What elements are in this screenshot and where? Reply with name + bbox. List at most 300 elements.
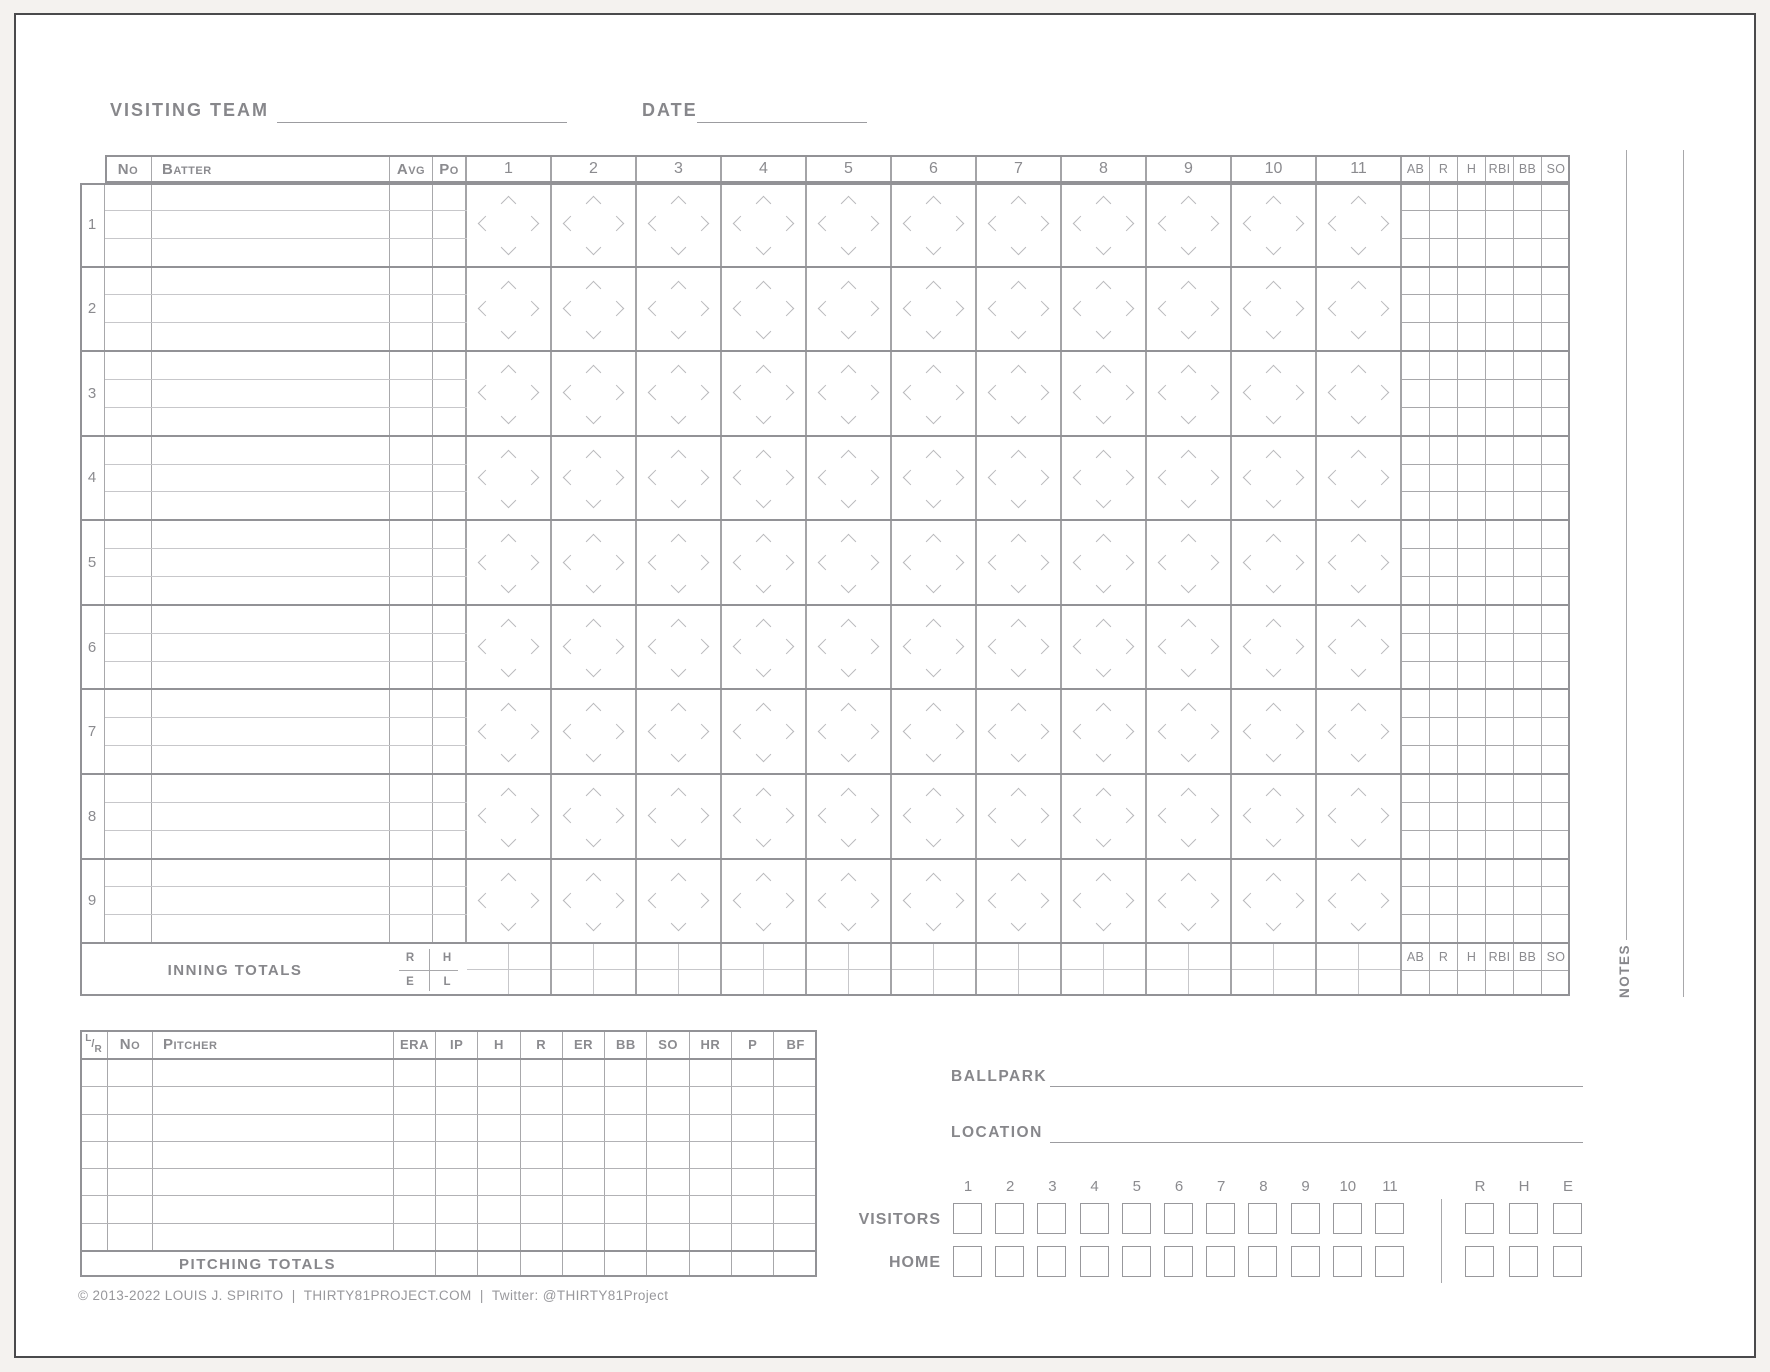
batter-so-cell[interactable] (1542, 887, 1570, 914)
home-inning-10-box[interactable] (1333, 1246, 1362, 1277)
diamond-scoring-cell-inning-8[interactable] (1062, 690, 1147, 773)
diamond-scoring-cell-inning-1[interactable] (467, 268, 552, 351)
home-inning-11-box[interactable] (1375, 1246, 1404, 1277)
batter-r-cell[interactable] (1430, 662, 1458, 689)
batter-avg-cell[interactable] (390, 437, 433, 464)
batter-rbi-cell[interactable] (1486, 718, 1514, 745)
batter-bb-cell[interactable] (1514, 775, 1542, 802)
batter-r-cell[interactable] (1430, 577, 1458, 604)
batter-name-cell[interactable] (152, 634, 390, 661)
batter-no-cell[interactable] (105, 437, 152, 464)
pitcher-no-cell[interactable] (108, 1196, 153, 1222)
batter-ab-cell[interactable] (1402, 549, 1430, 576)
batter-so-cell[interactable] (1542, 634, 1570, 661)
batter-r-cell[interactable] (1430, 211, 1458, 238)
pitcher-ip-cell[interactable] (436, 1196, 478, 1222)
batter-ab-cell[interactable] (1402, 915, 1430, 942)
pitcher-bf-cell[interactable] (774, 1115, 817, 1141)
batter-name-cell[interactable] (152, 775, 390, 802)
pitcher-hr-cell[interactable] (690, 1224, 732, 1250)
diamond-scoring-cell-inning-4[interactable] (722, 268, 807, 351)
diamond-scoring-cell-inning-4[interactable] (722, 437, 807, 520)
batter-bb-cell[interactable] (1514, 380, 1542, 407)
batter-r-cell[interactable] (1430, 887, 1458, 914)
batter-h-cell[interactable] (1458, 211, 1486, 238)
batter-rbi-cell[interactable] (1486, 606, 1514, 633)
visitors-inning-11-box[interactable] (1375, 1203, 1404, 1234)
batter-po-cell[interactable] (433, 323, 467, 350)
batter-avg-cell[interactable] (390, 352, 433, 379)
batter-ab-cell[interactable] (1402, 465, 1430, 492)
totals-hits-cell[interactable] (764, 944, 806, 970)
diamond-scoring-cell-inning-9[interactable] (1147, 268, 1232, 351)
pitcher-so-cell[interactable] (647, 1196, 689, 1222)
diamond-scoring-cell-inning-8[interactable] (1062, 437, 1147, 520)
totals-hits-cell[interactable] (1359, 944, 1401, 970)
batter-h-cell[interactable] (1458, 323, 1486, 350)
batter-name-cell[interactable] (152, 380, 390, 407)
batter-r-cell[interactable] (1430, 549, 1458, 576)
batter-ab-cell[interactable] (1402, 323, 1430, 350)
diamond-scoring-cell-inning-5[interactable] (807, 352, 892, 435)
pitcher-er-cell[interactable] (563, 1142, 605, 1168)
totals-lob-cell[interactable] (764, 970, 806, 996)
pitcher-bb-cell[interactable] (605, 1142, 647, 1168)
batter-name-cell[interactable] (152, 295, 390, 322)
batter-avg-cell[interactable] (390, 549, 433, 576)
batter-no-cell[interactable] (105, 521, 152, 548)
batter-no-cell[interactable] (105, 408, 152, 435)
totals-errors-cell[interactable] (552, 970, 594, 996)
totals-runs-cell[interactable] (1062, 944, 1104, 970)
batter-r-cell[interactable] (1430, 408, 1458, 435)
diamond-scoring-cell-inning-9[interactable] (1147, 183, 1232, 266)
batter-r-cell[interactable] (1430, 183, 1458, 210)
batter-avg-cell[interactable] (390, 606, 433, 633)
batter-name-cell[interactable] (152, 577, 390, 604)
pitcher-era-cell[interactable] (394, 1060, 436, 1086)
batter-r-cell[interactable] (1430, 746, 1458, 773)
totals-errors-cell[interactable] (892, 970, 934, 996)
batter-avg-cell[interactable] (390, 268, 433, 295)
pitcher-p-cell[interactable] (732, 1060, 774, 1086)
pitcher-hr-cell[interactable] (690, 1196, 732, 1222)
batter-rbi-cell[interactable] (1486, 239, 1514, 266)
diamond-scoring-cell-inning-3[interactable] (637, 690, 722, 773)
batter-bb-cell[interactable] (1514, 577, 1542, 604)
pitcher-so-cell[interactable] (647, 1115, 689, 1141)
batter-avg-cell[interactable] (390, 662, 433, 689)
batter-name-cell[interactable] (152, 492, 390, 519)
batter-r-cell[interactable] (1430, 437, 1458, 464)
pitcher-r-cell[interactable] (521, 1196, 563, 1222)
batter-po-cell[interactable] (433, 775, 467, 802)
batter-avg-cell[interactable] (390, 295, 433, 322)
batter-bb-cell[interactable] (1514, 521, 1542, 548)
pitcher-name-cell[interactable] (153, 1087, 394, 1113)
batter-bb-cell[interactable] (1514, 860, 1542, 887)
diamond-scoring-cell-inning-4[interactable] (722, 606, 807, 689)
totals-errors-cell[interactable] (467, 970, 509, 996)
batter-po-cell[interactable] (433, 183, 467, 210)
batter-name-cell[interactable] (152, 860, 390, 887)
diamond-scoring-cell-inning-10[interactable] (1232, 183, 1317, 266)
diamond-scoring-cell-inning-1[interactable] (467, 437, 552, 520)
diamond-scoring-cell-inning-6[interactable] (892, 775, 977, 858)
batter-bb-cell[interactable] (1514, 690, 1542, 717)
visitors-inning-2-box[interactable] (995, 1203, 1024, 1234)
batter-bb-cell[interactable] (1514, 437, 1542, 464)
batter-no-cell[interactable] (105, 831, 152, 858)
visitors-h-box[interactable] (1509, 1203, 1538, 1234)
batter-ab-cell[interactable] (1402, 577, 1430, 604)
diamond-scoring-cell-inning-5[interactable] (807, 775, 892, 858)
batter-h-cell[interactable] (1458, 803, 1486, 830)
pitcher-hr-cell[interactable] (690, 1142, 732, 1168)
pitcher-hand-cell[interactable] (80, 1196, 108, 1222)
diamond-scoring-cell-inning-5[interactable] (807, 860, 892, 943)
batter-bb-cell[interactable] (1514, 268, 1542, 295)
batter-bb-cell[interactable] (1514, 662, 1542, 689)
batter-no-cell[interactable] (105, 211, 152, 238)
batter-so-cell[interactable] (1542, 295, 1570, 322)
diamond-scoring-cell-inning-2[interactable] (552, 775, 637, 858)
pitcher-bb-cell[interactable] (605, 1087, 647, 1113)
batter-po-cell[interactable] (433, 887, 467, 914)
diamond-scoring-cell-inning-1[interactable] (467, 775, 552, 858)
pitcher-so-cell[interactable] (647, 1060, 689, 1086)
diamond-scoring-cell-inning-2[interactable] (552, 860, 637, 943)
home-h-box[interactable] (1509, 1246, 1538, 1277)
pitcher-era-cell[interactable] (394, 1087, 436, 1113)
totals-hits-cell[interactable] (679, 944, 721, 970)
batter-ab-cell[interactable] (1402, 860, 1430, 887)
visitors-inning-1-box[interactable] (953, 1203, 982, 1234)
pitcher-h-cell[interactable] (478, 1115, 520, 1141)
diamond-scoring-cell-inning-3[interactable] (637, 521, 722, 604)
batter-avg-cell[interactable] (390, 803, 433, 830)
pitcher-hr-cell[interactable] (690, 1060, 732, 1086)
batter-h-cell[interactable] (1458, 775, 1486, 802)
diamond-scoring-cell-inning-3[interactable] (637, 860, 722, 943)
diamond-scoring-cell-inning-5[interactable] (807, 183, 892, 266)
batter-ab-cell[interactable] (1402, 268, 1430, 295)
batter-ab-cell[interactable] (1402, 295, 1430, 322)
diamond-scoring-cell-inning-1[interactable] (467, 352, 552, 435)
pitcher-hand-cell[interactable] (80, 1224, 108, 1250)
batter-bb-cell[interactable] (1514, 549, 1542, 576)
pitcher-bf-cell[interactable] (774, 1224, 817, 1250)
batter-r-cell[interactable] (1430, 803, 1458, 830)
home-inning-9-box[interactable] (1291, 1246, 1320, 1277)
batter-bb-cell[interactable] (1514, 606, 1542, 633)
batter-r-cell[interactable] (1430, 634, 1458, 661)
batter-bb-cell[interactable] (1514, 718, 1542, 745)
visitors-inning-9-box[interactable] (1291, 1203, 1320, 1234)
batter-avg-cell[interactable] (390, 860, 433, 887)
diamond-scoring-cell-inning-3[interactable] (637, 606, 722, 689)
totals-errors-cell[interactable] (1062, 970, 1104, 996)
diamond-scoring-cell-inning-7[interactable] (977, 521, 1062, 604)
diamond-scoring-cell-inning-8[interactable] (1062, 268, 1147, 351)
batter-avg-cell[interactable] (390, 408, 433, 435)
diamond-scoring-cell-inning-4[interactable] (722, 690, 807, 773)
batter-rbi-cell[interactable] (1486, 690, 1514, 717)
totals-errors-cell[interactable] (1232, 970, 1274, 996)
diamond-scoring-cell-inning-7[interactable] (977, 690, 1062, 773)
totals-errors-cell[interactable] (807, 970, 849, 996)
batter-avg-cell[interactable] (390, 887, 433, 914)
diamond-scoring-cell-inning-6[interactable] (892, 521, 977, 604)
home-inning-6-box[interactable] (1164, 1246, 1193, 1277)
pitcher-p-cell[interactable] (732, 1142, 774, 1168)
diamond-scoring-cell-inning-6[interactable] (892, 437, 977, 520)
visitors-inning-3-box[interactable] (1037, 1203, 1066, 1234)
totals-lob-cell[interactable] (1189, 970, 1231, 996)
diamond-scoring-cell-inning-4[interactable] (722, 352, 807, 435)
diamond-scoring-cell-inning-2[interactable] (552, 183, 637, 266)
batter-so-cell[interactable] (1542, 690, 1570, 717)
diamond-scoring-cell-inning-9[interactable] (1147, 690, 1232, 773)
batter-po-cell[interactable] (433, 831, 467, 858)
batter-ab-cell[interactable] (1402, 211, 1430, 238)
diamond-scoring-cell-inning-7[interactable] (977, 775, 1062, 858)
batter-bb-cell[interactable] (1514, 408, 1542, 435)
batter-rbi-cell[interactable] (1486, 492, 1514, 519)
batter-avg-cell[interactable] (390, 915, 433, 942)
batter-po-cell[interactable] (433, 492, 467, 519)
diamond-scoring-cell-inning-9[interactable] (1147, 521, 1232, 604)
diamond-scoring-cell-inning-9[interactable] (1147, 775, 1232, 858)
batter-r-cell[interactable] (1430, 380, 1458, 407)
batter-name-cell[interactable] (152, 915, 390, 942)
pitcher-hr-cell[interactable] (690, 1115, 732, 1141)
totals-hits-cell[interactable] (1019, 944, 1061, 970)
batter-po-cell[interactable] (433, 606, 467, 633)
batter-avg-cell[interactable] (390, 831, 433, 858)
batter-ab-cell[interactable] (1402, 831, 1430, 858)
diamond-scoring-cell-inning-7[interactable] (977, 437, 1062, 520)
totals-lob-cell[interactable] (1019, 970, 1061, 996)
totals-lob-cell[interactable] (509, 970, 551, 996)
batter-h-cell[interactable] (1458, 380, 1486, 407)
batter-r-cell[interactable] (1430, 323, 1458, 350)
batter-po-cell[interactable] (433, 915, 467, 942)
batter-h-cell[interactable] (1458, 437, 1486, 464)
batter-h-cell[interactable] (1458, 521, 1486, 548)
batter-rbi-cell[interactable] (1486, 352, 1514, 379)
batter-ab-cell[interactable] (1402, 437, 1430, 464)
batter-ab-cell[interactable] (1402, 408, 1430, 435)
batter-ab-cell[interactable] (1402, 492, 1430, 519)
diamond-scoring-cell-inning-2[interactable] (552, 352, 637, 435)
batter-no-cell[interactable] (105, 718, 152, 745)
batter-no-cell[interactable] (105, 606, 152, 633)
diamond-scoring-cell-inning-10[interactable] (1232, 521, 1317, 604)
batter-no-cell[interactable] (105, 268, 152, 295)
totals-lob-cell[interactable] (1359, 970, 1401, 996)
batter-no-cell[interactable] (105, 887, 152, 914)
batter-h-cell[interactable] (1458, 465, 1486, 492)
batter-bb-cell[interactable] (1514, 239, 1542, 266)
batter-name-cell[interactable] (152, 437, 390, 464)
batter-r-cell[interactable] (1430, 352, 1458, 379)
home-inning-4-box[interactable] (1080, 1246, 1109, 1277)
diamond-scoring-cell-inning-11[interactable] (1317, 860, 1402, 943)
totals-hits-cell[interactable] (509, 944, 551, 970)
diamond-scoring-cell-inning-10[interactable] (1232, 690, 1317, 773)
visiting-team-input-line[interactable] (277, 98, 567, 123)
batter-rbi-cell[interactable] (1486, 323, 1514, 350)
totals-h-cell[interactable] (1458, 971, 1486, 997)
batter-so-cell[interactable] (1542, 465, 1570, 492)
batter-po-cell[interactable] (433, 465, 467, 492)
diamond-scoring-cell-inning-9[interactable] (1147, 860, 1232, 943)
batter-r-cell[interactable] (1430, 831, 1458, 858)
pitcher-bb-cell[interactable] (605, 1060, 647, 1086)
totals-runs-cell[interactable] (1147, 944, 1189, 970)
batter-po-cell[interactable] (433, 803, 467, 830)
totals-runs-cell[interactable] (637, 944, 679, 970)
pitcher-bb-cell[interactable] (605, 1224, 647, 1250)
batter-po-cell[interactable] (433, 690, 467, 717)
batter-rbi-cell[interactable] (1486, 549, 1514, 576)
batter-po-cell[interactable] (433, 521, 467, 548)
batter-h-cell[interactable] (1458, 860, 1486, 887)
batter-bb-cell[interactable] (1514, 295, 1542, 322)
totals-runs-cell[interactable] (467, 944, 509, 970)
batter-h-cell[interactable] (1458, 295, 1486, 322)
batter-ab-cell[interactable] (1402, 634, 1430, 661)
batter-avg-cell[interactable] (390, 239, 433, 266)
pitcher-hr-cell[interactable] (690, 1169, 732, 1195)
batter-rbi-cell[interactable] (1486, 577, 1514, 604)
batter-r-cell[interactable] (1430, 606, 1458, 633)
pitcher-no-cell[interactable] (108, 1224, 153, 1250)
batter-avg-cell[interactable] (390, 380, 433, 407)
diamond-scoring-cell-inning-11[interactable] (1317, 183, 1402, 266)
notes-line-1[interactable] (1626, 150, 1627, 940)
diamond-scoring-cell-inning-10[interactable] (1232, 437, 1317, 520)
batter-po-cell[interactable] (433, 746, 467, 773)
batter-rbi-cell[interactable] (1486, 408, 1514, 435)
batter-rbi-cell[interactable] (1486, 831, 1514, 858)
totals-lob-cell[interactable] (594, 970, 636, 996)
totals-hits-cell[interactable] (1274, 944, 1316, 970)
totals-lob-cell[interactable] (934, 970, 976, 996)
totals-errors-cell[interactable] (1317, 970, 1359, 996)
pitcher-so-cell[interactable] (647, 1169, 689, 1195)
batter-so-cell[interactable] (1542, 803, 1570, 830)
totals-runs-cell[interactable] (977, 944, 1019, 970)
pitcher-er-cell[interactable] (563, 1115, 605, 1141)
pitcher-bf-cell[interactable] (774, 1060, 817, 1086)
batter-rbi-cell[interactable] (1486, 380, 1514, 407)
home-inning-5-box[interactable] (1122, 1246, 1151, 1277)
batter-rbi-cell[interactable] (1486, 521, 1514, 548)
batter-ab-cell[interactable] (1402, 183, 1430, 210)
diamond-scoring-cell-inning-10[interactable] (1232, 352, 1317, 435)
batter-po-cell[interactable] (433, 437, 467, 464)
batter-so-cell[interactable] (1542, 323, 1570, 350)
batter-so-cell[interactable] (1542, 211, 1570, 238)
diamond-scoring-cell-inning-7[interactable] (977, 352, 1062, 435)
pitcher-hand-cell[interactable] (80, 1115, 108, 1141)
batter-h-cell[interactable] (1458, 662, 1486, 689)
pitcher-name-cell[interactable] (153, 1115, 394, 1141)
batter-name-cell[interactable] (152, 662, 390, 689)
batter-no-cell[interactable] (105, 492, 152, 519)
batter-po-cell[interactable] (433, 662, 467, 689)
diamond-scoring-cell-inning-8[interactable] (1062, 860, 1147, 943)
totals-hits-cell[interactable] (594, 944, 636, 970)
batter-no-cell[interactable] (105, 465, 152, 492)
pitcher-no-cell[interactable] (108, 1169, 153, 1195)
pitcher-no-cell[interactable] (108, 1087, 153, 1113)
batter-bb-cell[interactable] (1514, 211, 1542, 238)
diamond-scoring-cell-inning-11[interactable] (1317, 606, 1402, 689)
batter-so-cell[interactable] (1542, 239, 1570, 266)
batter-bb-cell[interactable] (1514, 746, 1542, 773)
pitcher-hand-cell[interactable] (80, 1060, 108, 1086)
pitcher-name-cell[interactable] (153, 1142, 394, 1168)
totals-errors-cell[interactable] (1147, 970, 1189, 996)
diamond-scoring-cell-inning-4[interactable] (722, 521, 807, 604)
home-inning-2-box[interactable] (995, 1246, 1024, 1277)
batter-no-cell[interactable] (105, 380, 152, 407)
batter-h-cell[interactable] (1458, 408, 1486, 435)
batter-rbi-cell[interactable] (1486, 295, 1514, 322)
totals-errors-cell[interactable] (637, 970, 679, 996)
batter-name-cell[interactable] (152, 183, 390, 210)
diamond-scoring-cell-inning-4[interactable] (722, 860, 807, 943)
pitcher-name-cell[interactable] (153, 1169, 394, 1195)
diamond-scoring-cell-inning-2[interactable] (552, 690, 637, 773)
visitors-inning-10-box[interactable] (1333, 1203, 1362, 1234)
diamond-scoring-cell-inning-8[interactable] (1062, 352, 1147, 435)
pitcher-name-cell[interactable] (153, 1060, 394, 1086)
batter-no-cell[interactable] (105, 295, 152, 322)
batter-po-cell[interactable] (433, 380, 467, 407)
batter-so-cell[interactable] (1542, 408, 1570, 435)
totals-bb-cell[interactable] (1514, 971, 1542, 997)
batter-rbi-cell[interactable] (1486, 860, 1514, 887)
batter-r-cell[interactable] (1430, 860, 1458, 887)
batter-no-cell[interactable] (105, 239, 152, 266)
pitcher-ip-cell[interactable] (436, 1169, 478, 1195)
pitcher-r-cell[interactable] (521, 1060, 563, 1086)
pitcher-era-cell[interactable] (394, 1142, 436, 1168)
diamond-scoring-cell-inning-5[interactable] (807, 606, 892, 689)
home-inning-1-box[interactable] (953, 1246, 982, 1277)
batter-so-cell[interactable] (1542, 577, 1570, 604)
pitcher-era-cell[interactable] (394, 1169, 436, 1195)
diamond-scoring-cell-inning-1[interactable] (467, 860, 552, 943)
diamond-scoring-cell-inning-1[interactable] (467, 521, 552, 604)
totals-lob-cell[interactable] (1274, 970, 1316, 996)
pitcher-r-cell[interactable] (521, 1169, 563, 1195)
pitcher-er-cell[interactable] (563, 1169, 605, 1195)
batter-h-cell[interactable] (1458, 549, 1486, 576)
batter-so-cell[interactable] (1542, 437, 1570, 464)
batter-avg-cell[interactable] (390, 746, 433, 773)
visitors-inning-7-box[interactable] (1206, 1203, 1235, 1234)
batter-rbi-cell[interactable] (1486, 803, 1514, 830)
batter-h-cell[interactable] (1458, 268, 1486, 295)
batter-so-cell[interactable] (1542, 380, 1570, 407)
totals-runs-cell[interactable] (807, 944, 849, 970)
batter-rbi-cell[interactable] (1486, 662, 1514, 689)
